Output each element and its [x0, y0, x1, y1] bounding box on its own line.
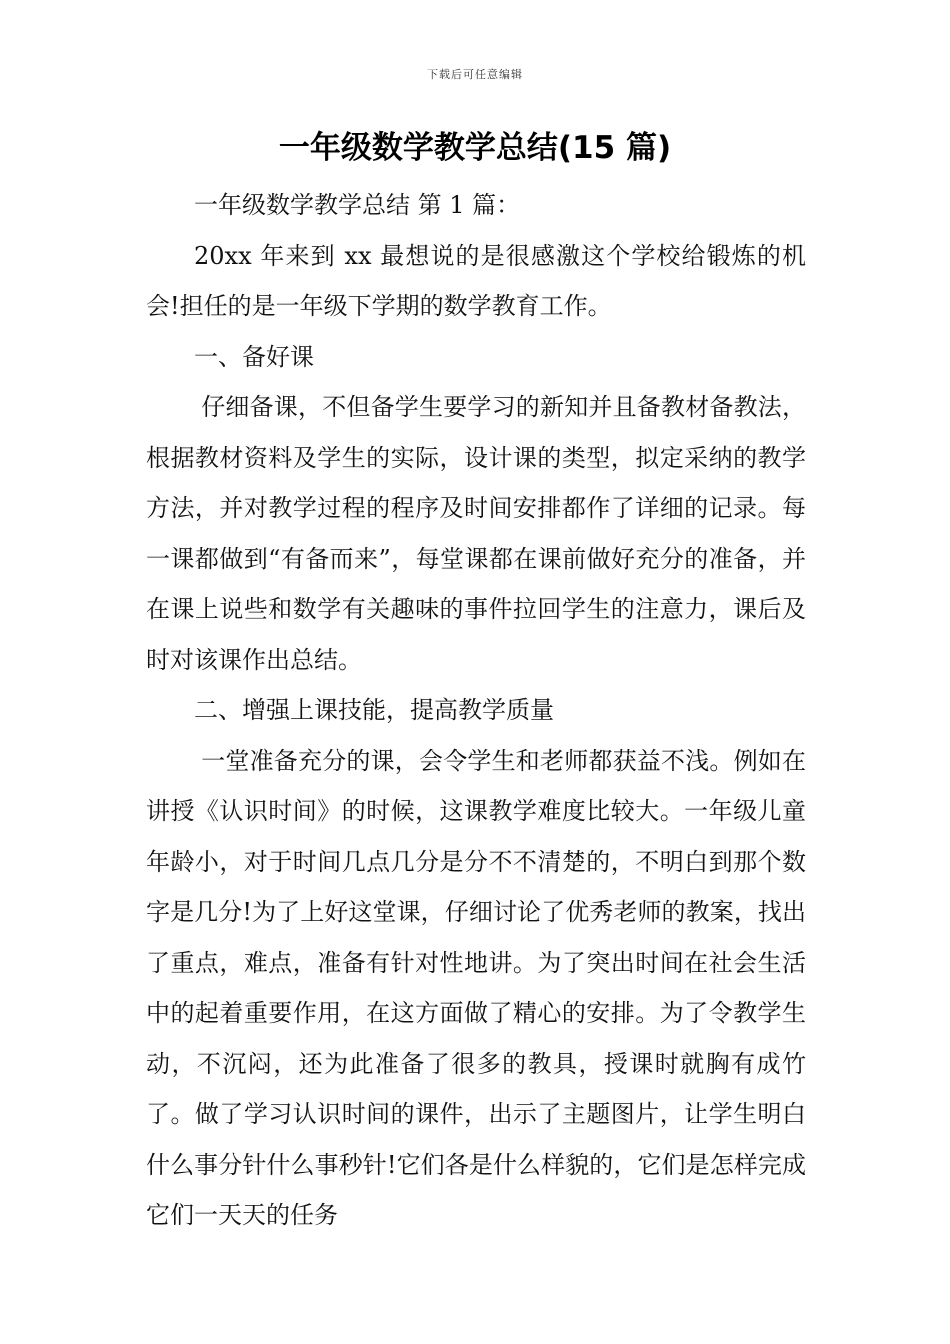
heading-prepare-lessons: 一、备好课	[194, 342, 314, 371]
paragraph-teaching-skills: 一堂准备充分的课，会令学生和老师都获益不浅。例如在讲授《认识时间》的时候，这课教学难度比较大。一年级儿童年龄小，对于时间几点几分是分不不清楚的，不明白到那个数字是几分!为了上好这堂课，仔细讨论了优秀老师的教案，找出了重点，难点，准备有针对性地讲。为了突出时间在社会生活中的起着重要作用，在这方面做了精心的安排。为了令教学生动，不沉闷，还为此准备了很多的教具，授课时就胸有成竹了。做了学习认识时间的课件，出示了主题图片，让学生明白什么事分针什么事秒针!它们各是什么样貌的，它们是怎样完成它们一天天的任务	[146, 746, 806, 1229]
paragraph-prepare-lessons: 仔细备课，不但备学生要学习的新知并且备教材备教法，根据教材资料及学生的实际，设计课的类型，拟定采纳的教学方法，并对教学过程的程序及时间安排都作了详细的记录。每一课都做到“有备而来”，每堂课都在课前做好充分的准备，并在课上说些和数学有关趣味的事件拉回学生的注意力，课后及时对该课作出总结。	[146, 393, 806, 674]
document-body	[146, 180, 806, 1241]
heading-teaching-skills: 二、增强上课技能，提高教学质量	[194, 696, 554, 724]
header-note: 下载后可任意编辑	[427, 68, 523, 81]
intro-paragraph: 20xx 年来到 xx 最想说的是很感激这个学校给锻炼的机会!担任的是一年级下学期的数学教育工作。	[146, 241, 806, 320]
section-heading-part-1: 一年级数学教学总结 第 1 篇：	[194, 191, 521, 219]
document-title: 一年级数学教学总结(15 篇)	[278, 130, 672, 166]
